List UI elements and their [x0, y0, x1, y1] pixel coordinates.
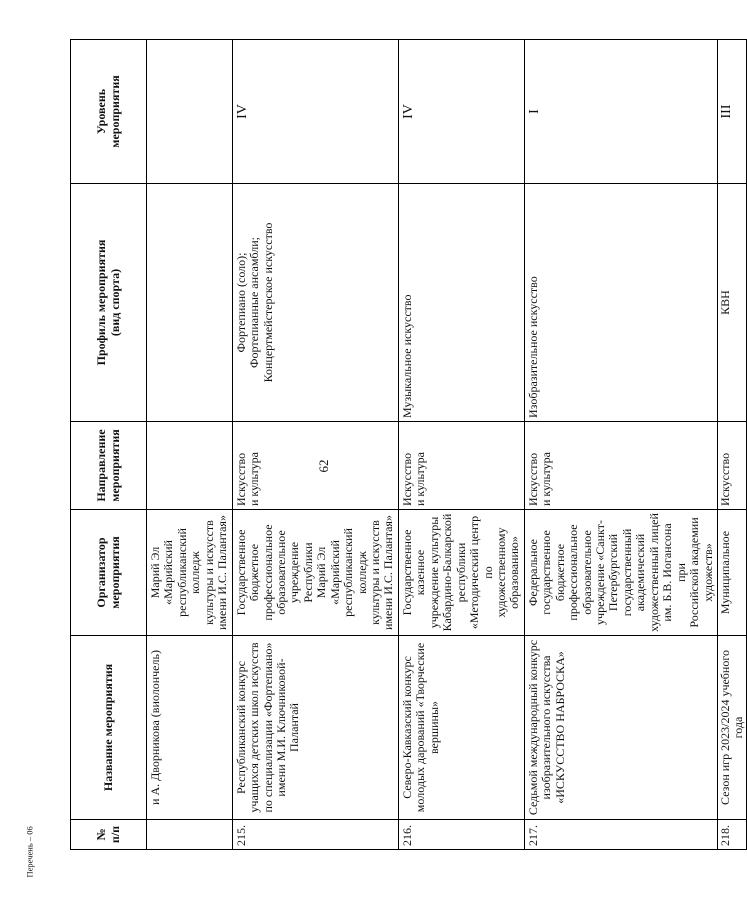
row-event-name: и А. Дворникова (виолончель) — [147, 636, 233, 820]
row-profile: Фортепиано (соло); Фортепианные ансамбли; Концертмейстерское искусство — [232, 184, 398, 422]
events-table — [70, 39, 747, 850]
table-row — [232, 40, 398, 850]
row-profile — [147, 184, 233, 422]
row-direction: Искусство и культура — [524, 422, 717, 510]
footer-note: Перечень – 06 — [24, 826, 35, 878]
rotated-table-container — [70, 40, 746, 850]
header-number: № п/п — [71, 820, 147, 850]
row-number — [147, 820, 233, 850]
row-direction: Искусство и культура — [398, 422, 524, 510]
table-row — [147, 40, 233, 850]
row-number: 217. — [524, 820, 717, 850]
row-organizer: Федеральное государственное бюджетное профессиональное образовательное учреждение «Санкт- Петербургский государственный академический художественный лицей им. Б.В. Иогансона при Российской академии художеств» — [524, 510, 717, 636]
events-table-wrapper — [70, 40, 746, 850]
row-level — [147, 40, 233, 184]
row-direction — [147, 422, 233, 510]
header-profile: Профиль мероприятия (вид спорта) — [71, 184, 147, 422]
row-level: IV — [232, 40, 398, 184]
row-number: 218. — [717, 820, 746, 850]
header-level: Уровень мероприятия — [71, 40, 147, 184]
row-profile: Изобразительное искусство — [524, 184, 717, 422]
row-organizer: Муниципальное — [717, 510, 746, 636]
page-number: 62 — [316, 459, 331, 473]
table-row — [398, 40, 524, 850]
row-level: IV — [398, 40, 524, 184]
row-level: III — [717, 40, 746, 184]
row-profile: Музыкальное искусство — [398, 184, 524, 422]
row-organizer: Государственное бюджетное профессиональное образовательное учреждение Республики Марий Эл «Марийский республиканский колледж культуры и искусств имени И.С. Палантая» — [232, 510, 398, 636]
table-row — [717, 40, 746, 850]
row-event-name: Сезон игр 2023/2024 учебного года — [717, 636, 746, 820]
row-number: 216. — [398, 820, 524, 850]
row-organizer: Марий Эл «Марийский республиканский колледж культуры и искусств имени И.С. Палантая» — [147, 510, 233, 636]
table-header-row — [71, 40, 147, 850]
row-event-name: Республиканский конкурс учащихся детских школ искусств по специализации «Фортепиано» имени М.И. Ключниковой- Палантай — [232, 636, 398, 820]
row-event-name: Северо-Кавказский конкурс молодых дарований «Творческие вершины» — [398, 636, 524, 820]
row-profile: КВН — [717, 184, 746, 422]
row-direction: Искусство и культура — [232, 422, 398, 510]
row-number: 215. — [232, 820, 398, 850]
header-organizer: Организатор мероприятия — [71, 510, 147, 636]
row-direction: Искусство — [717, 422, 746, 510]
row-level: I — [524, 40, 717, 184]
row-event-name: Седьмой международный конкурс изобразительного искусства «ИСКУССТВО НАБРОСКА» — [524, 636, 717, 820]
row-organizer: Государственное казенное учреждение культуры Кабардино-Балкарской республики «Методический центр по художественному образованию» — [398, 510, 524, 636]
table-row — [524, 40, 717, 850]
header-direction: Направление мероприятия — [71, 422, 147, 510]
header-event-name: Название мероприятия — [71, 636, 147, 820]
